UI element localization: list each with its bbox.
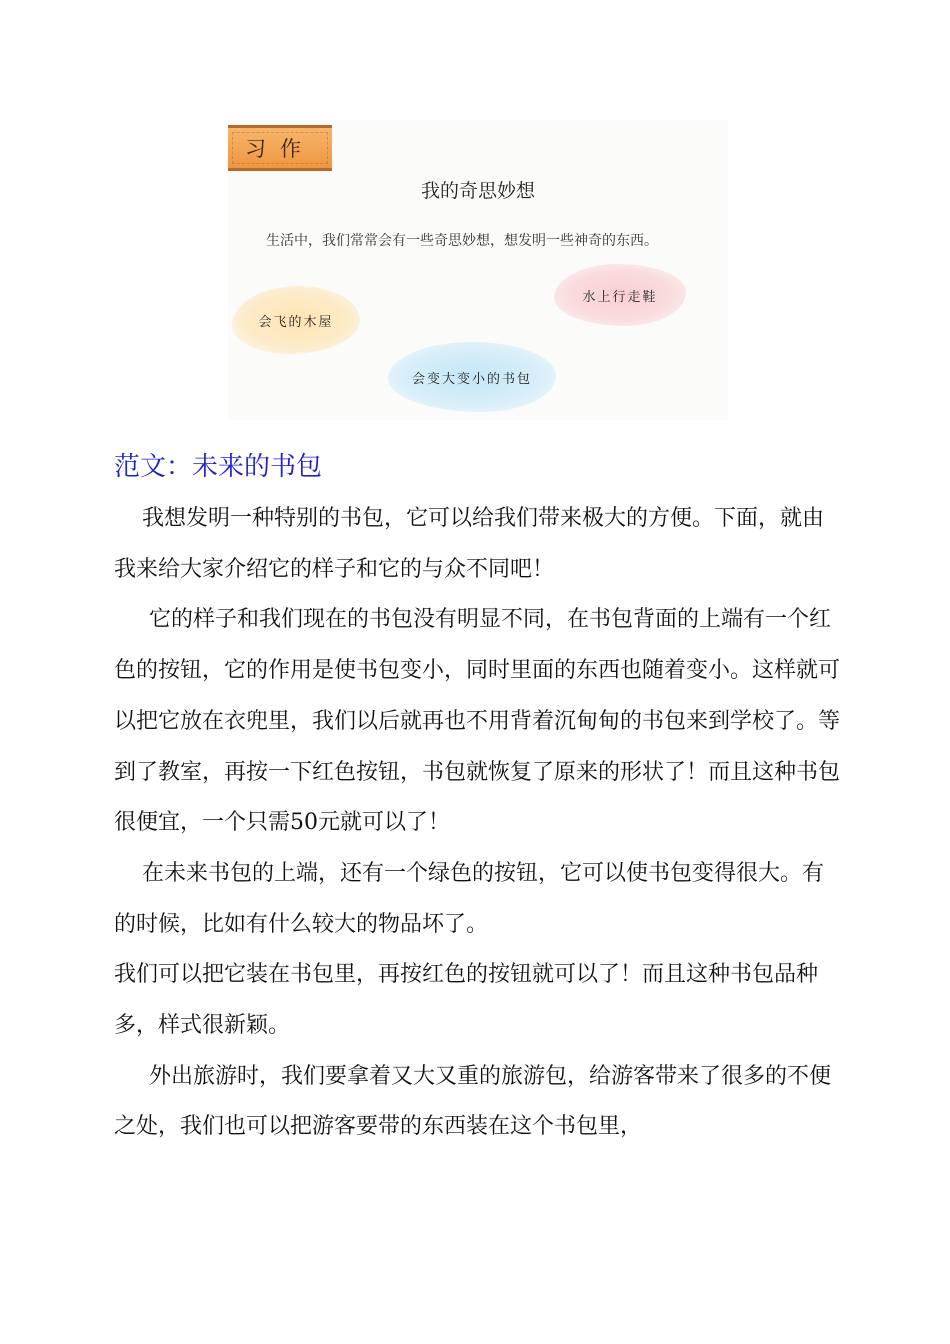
prompt-title: 我的奇思妙想 bbox=[420, 180, 535, 202]
writing-prompt-figure bbox=[228, 120, 728, 420]
paragraph: 它的样子和我们现在的书包没有明显不同，在书包背面的上端有一个红色的按钮，它的作用是使书包变小，同时里面的东西也随着变小。这样就可以把它放在衣兜里，我们以后就再也不用背着沉甸甸的书包来到学校了。等到了教室，再按一下红色按钮，书包就恢复了原来的形状了！而且这种书包很便宜，一个只需50元就可以了！ bbox=[114, 607, 841, 836]
idea-label: 会飞的木屋 bbox=[258, 314, 334, 330]
idea-label: 水上行走鞋 bbox=[582, 289, 658, 305]
prompt-intro: 生活中，我们常常会有一些奇思妙想，想发明一些神奇的东西。 bbox=[266, 233, 658, 249]
idea-bubble-resizing-bag bbox=[388, 342, 556, 412]
essay-title: 范文：未来的书包 bbox=[114, 452, 323, 482]
paragraph: 我们可以把它装在书包里，再按红色的按钮就可以了！而且这种书包品种多，样式很新颖。 bbox=[114, 962, 819, 1039]
essay-body bbox=[114, 494, 842, 1153]
idea-bubble-flying-house bbox=[232, 286, 360, 354]
paragraph: 在未来书包的上端，还有一个绿色的按钮，它可以使书包变得很大。有的时候，比如有什么较大的物品坏了。 bbox=[114, 860, 824, 937]
section-tag: 习作 bbox=[228, 125, 332, 171]
idea-label: 会变大变小的书包 bbox=[411, 371, 532, 387]
idea-bubble-water-shoes bbox=[554, 264, 686, 326]
paragraph: 外出旅游时，我们要拿着又大又重的旅游包，给游客带来了很多的不便之处，我们也可以把游客要带的东西装在这个书包里， bbox=[114, 1063, 831, 1140]
paragraph: 我想发明一种特别的书包，它可以给我们带来极大的方便。下面，就由我来给大家介绍它的样子和它的与众不同吧！ bbox=[114, 506, 824, 582]
